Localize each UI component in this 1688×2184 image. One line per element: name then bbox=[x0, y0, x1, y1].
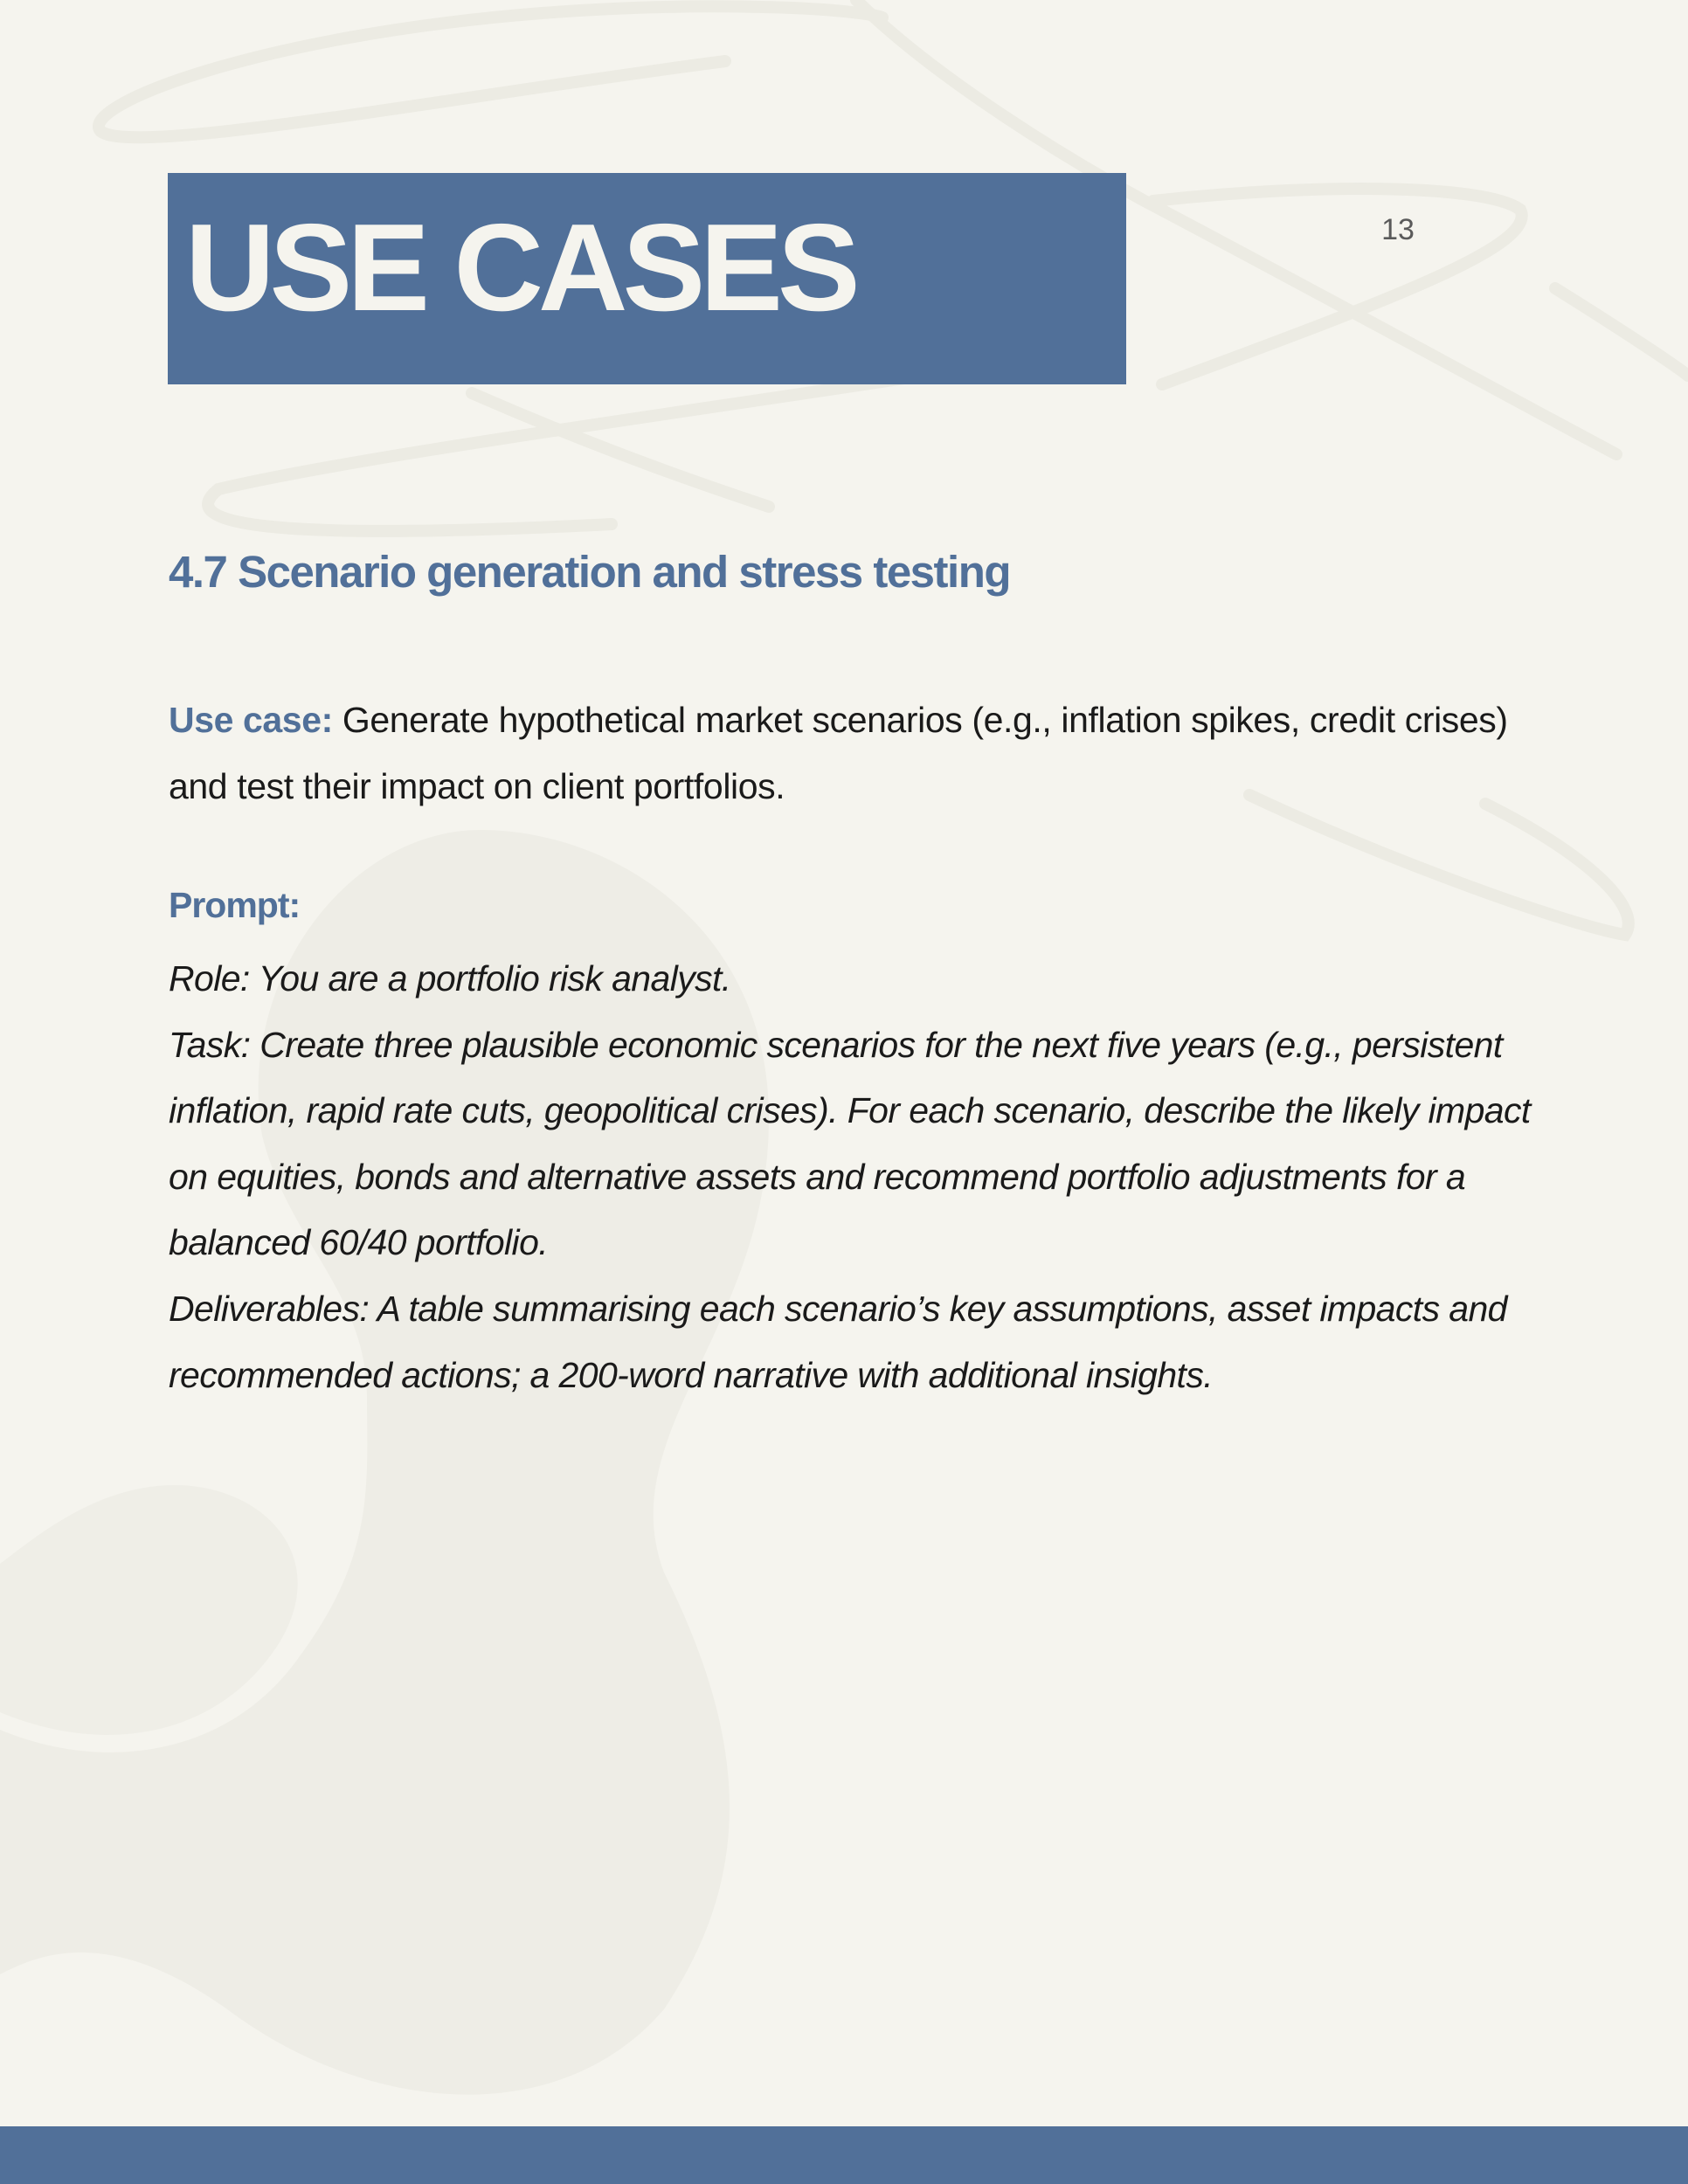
prompt-label: Prompt: bbox=[169, 885, 301, 925]
page-number: 13 bbox=[1381, 213, 1415, 246]
title-banner bbox=[168, 173, 1126, 384]
section-heading: 4.7 Scenario generation and stress testing bbox=[169, 547, 1011, 597]
use-case-paragraph bbox=[169, 687, 1532, 819]
prompt-task-line: Task: Create three plausible economic scenarios for the next five years (e.g., persistent inflation, rapid rate cuts, geopolitical crises). For each scenario, describe the likely impact on equities, bonds and alternative assets and recommend portfolio adjustments for a balanced 60/40 portfolio. bbox=[169, 1024, 1531, 1263]
footer-bar bbox=[0, 2126, 1688, 2184]
prompt-deliverables-line: Deliverables: A table summarising each scenario’s key assumptions, asset impacts and recommended actions; a 200-word narrative with additional insights. bbox=[169, 1288, 1507, 1395]
prompt-role-line: Role: You are a portfolio risk analyst. bbox=[169, 958, 731, 999]
prompt-body bbox=[169, 946, 1532, 1408]
page-title: USE CASES bbox=[185, 198, 855, 337]
use-case-text: Generate hypothetical market scenarios (e.g., inflation spikes, credit crises) and test their impact on client portfolios. bbox=[169, 700, 1508, 806]
use-case-label: Use case: bbox=[169, 700, 333, 740]
